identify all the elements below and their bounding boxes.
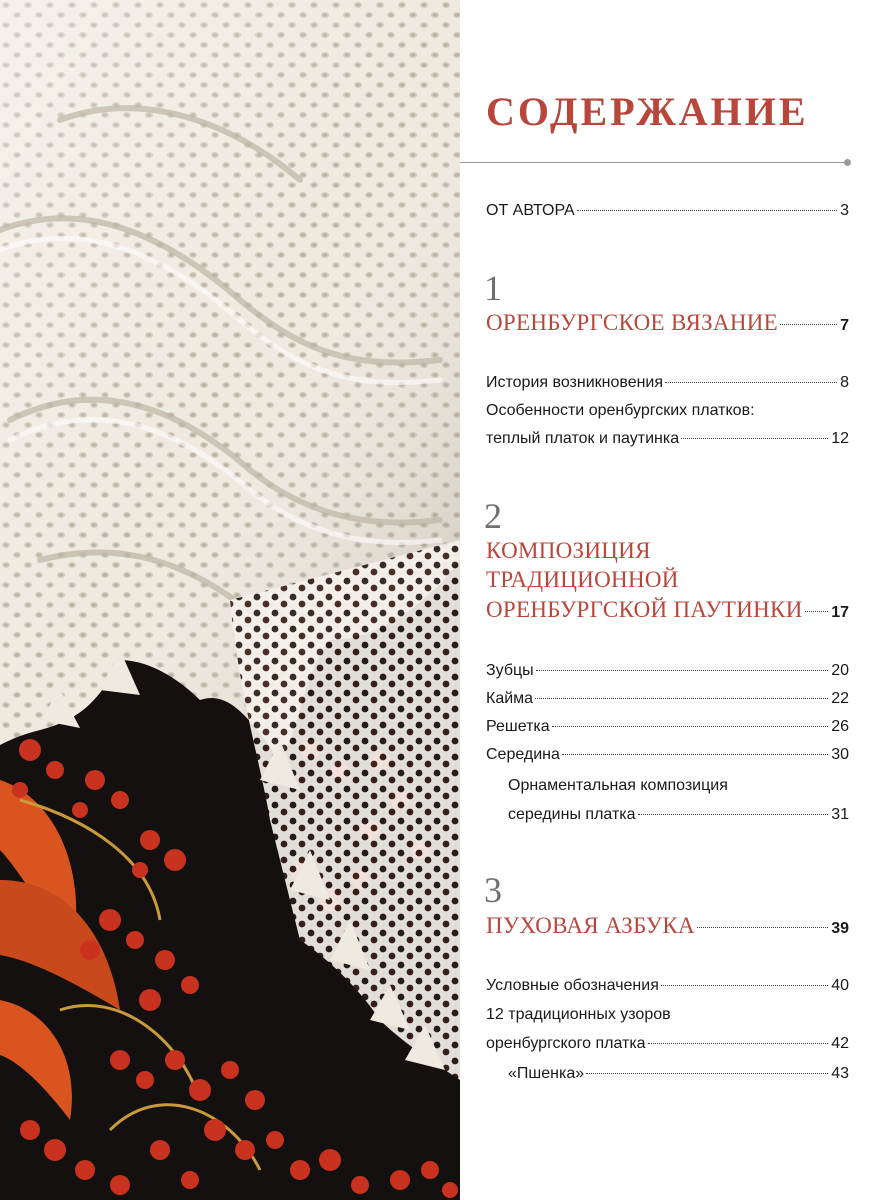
toc-entry-page: 20 — [831, 662, 849, 679]
contents-title: СОДЕРЖАНИЕ — [486, 89, 809, 134]
dot-leader — [562, 754, 828, 755]
toc-entry-label: ОТ АВТОРА — [486, 202, 575, 219]
toc-entry[interactable] — [486, 688, 849, 710]
chapter-number: 3 — [484, 870, 502, 910]
toc-entry[interactable] — [486, 744, 849, 766]
toc-entry-page: 22 — [831, 690, 849, 707]
toc-subentry-line[interactable] — [508, 775, 849, 797]
toc-entry-line[interactable] — [486, 400, 849, 422]
chapter-title: ОРЕНБУРГСКОЙ ПАУТИНКИ — [486, 597, 803, 622]
toc-entry-page: 8 — [840, 374, 849, 391]
chapter-number: 1 — [484, 268, 502, 308]
toc-entry-label: Орнаментальная композиция — [508, 777, 728, 794]
toc-entry-label: 12 традиционных узоров — [486, 1006, 671, 1023]
chapter-heading[interactable] — [486, 308, 849, 338]
table-of-contents — [460, 0, 876, 1200]
chapter-number: 2 — [484, 496, 502, 536]
toc-entry-label: теплый платок и паутинка — [486, 430, 680, 447]
dot-leader — [661, 985, 828, 986]
dot-leader — [665, 382, 837, 383]
dot-leader — [535, 698, 828, 699]
dot-leader — [681, 438, 828, 439]
toc-subentry[interactable] — [508, 1063, 849, 1085]
chapter-heading[interactable] — [486, 595, 849, 625]
toc-entry-intro[interactable] — [486, 200, 849, 222]
toc-entry-page: 42 — [831, 1035, 849, 1052]
dot-leader — [536, 670, 829, 671]
toc-entry[interactable] — [486, 372, 849, 394]
dot-leader — [697, 927, 828, 928]
toc-entry-label: «Пшенка» — [508, 1065, 585, 1082]
toc-entry-page: 40 — [831, 977, 849, 994]
toc-entry-page: 31 — [831, 806, 849, 823]
chapter-title: ПУХОВАЯ АЗБУКА — [486, 913, 695, 938]
chapter-title-line[interactable]: ТРАДИЦИОННОЙ — [486, 567, 679, 592]
dot-leader — [577, 210, 837, 211]
toc-entry[interactable] — [486, 660, 849, 682]
toc-entry-label: оренбургского платка — [486, 1035, 646, 1052]
chapter-title: ОРЕНБУРГСКОЕ ВЯЗАНИЕ — [486, 310, 778, 335]
toc-entry-label: История возникновения — [486, 374, 664, 391]
title-divider-dot — [844, 159, 851, 166]
toc-entry-label: Середина — [486, 746, 560, 763]
toc-subentry[interactable] — [508, 804, 849, 826]
chapter-heading[interactable] — [486, 911, 849, 941]
chapter-title-line[interactable]: КОМПОЗИЦИЯ — [486, 538, 651, 563]
toc-entry-page: 26 — [831, 718, 849, 735]
toc-entry-label: Решетка — [486, 718, 550, 735]
dot-leader — [805, 611, 829, 612]
dot-leader — [780, 324, 837, 325]
chapter-page: 7 — [840, 317, 849, 334]
toc-entry-label: Зубцы — [486, 662, 534, 679]
title-divider — [460, 162, 846, 163]
toc-entry-label: Особенности оренбургских платков: — [486, 402, 755, 419]
toc-entry-page: 3 — [840, 202, 849, 219]
toc-entry[interactable] — [486, 975, 849, 997]
dot-leader — [648, 1043, 829, 1044]
dot-leader — [586, 1073, 828, 1074]
toc-entry-line[interactable] — [486, 1004, 849, 1026]
toc-entry-label: Условные обозначения — [486, 977, 659, 994]
dot-leader — [552, 726, 829, 727]
chapter-page: 39 — [831, 920, 849, 937]
chapter-page: 17 — [831, 604, 849, 621]
toc-entry-label: середины платка — [508, 806, 636, 823]
dot-leader — [638, 814, 829, 815]
toc-entry-page: 12 — [831, 430, 849, 447]
toc-entry-page: 43 — [831, 1065, 849, 1082]
toc-entry[interactable] — [486, 1033, 849, 1055]
toc-entry[interactable] — [486, 716, 849, 738]
toc-entry-page: 30 — [831, 746, 849, 763]
toc-entry-label: Кайма — [486, 690, 534, 707]
toc-entry[interactable] — [486, 428, 849, 450]
